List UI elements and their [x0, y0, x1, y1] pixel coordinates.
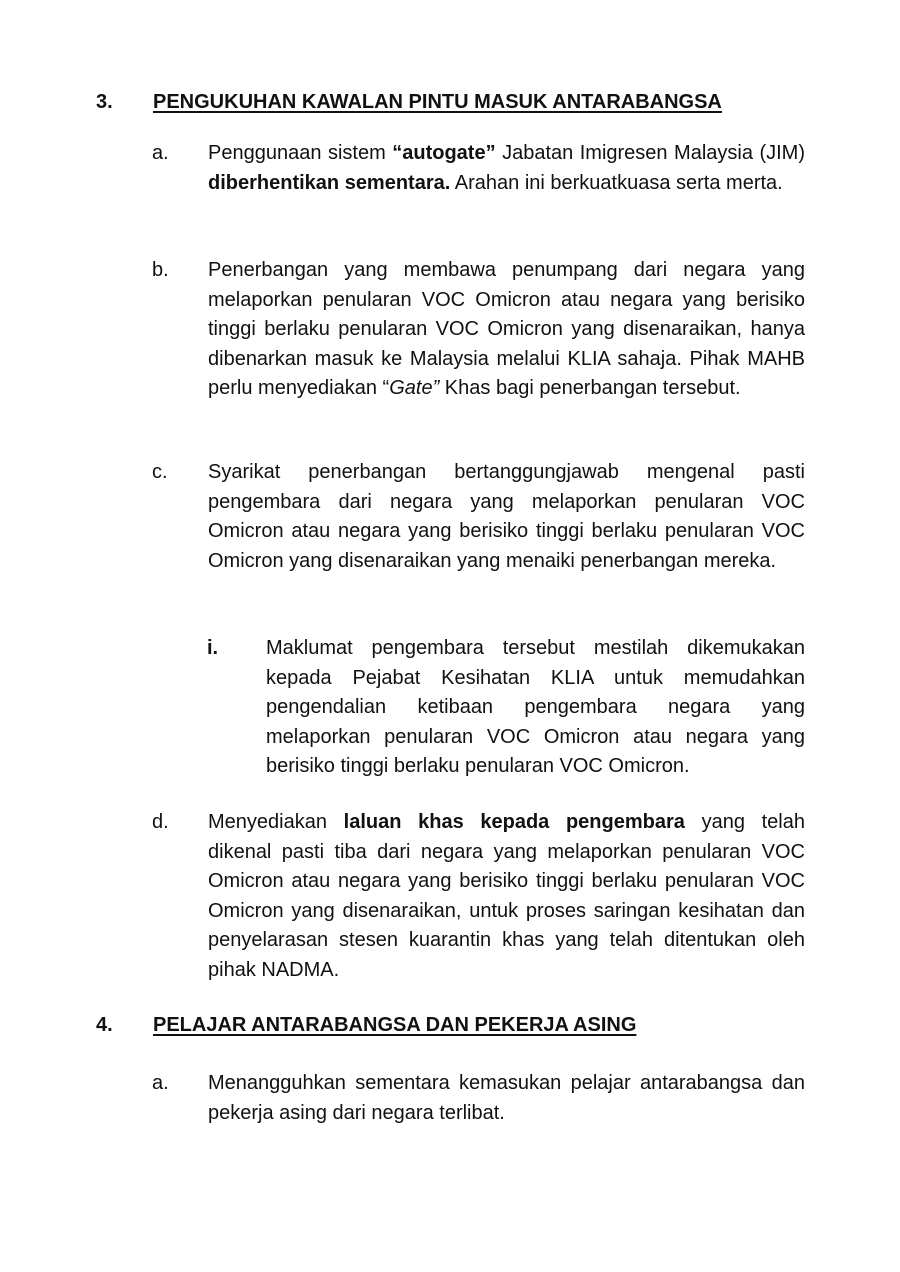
text-run-bold: “autogate” — [392, 142, 496, 164]
item-text — [208, 139, 805, 198]
item-marker: a. — [152, 142, 169, 164]
text-run: Arahan ini berkuatkuasa serta merta. — [450, 171, 783, 194]
subitem-marker: i. — [207, 637, 219, 659]
text-run-bold: diberhentikan sementara. — [208, 171, 451, 194]
subitem-text: Maklumat pengembara tersebut mestilah dikemukakan kepada Pejabat Kesihatan KLIA untuk memudahkan pengendalian ketibaan pengembara negara yang melaporkan penularan VOC Omicron atau negara yang berisiko tinggi berlaku penularan VOC Omicron. — [266, 637, 805, 777]
text-run: Penerbangan yang membawa penumpang dari negara yang melaporkan penularan VOC Omicron atau negara yang berisiko tinggi berlaku penularan VOC Omicron yang disenaraikan, hanya dibenarkan masuk ke Malaysia melalui KLIA sahaja. Pihak MAHB perlu menyediakan “ — [208, 259, 805, 399]
item-text: Syarikat penerbangan bertanggungjawab mengenal pasti pengembara dari negara yang melaporkan penularan VOC Omicron atau negara yang berisiko tinggi berlaku penularan VOC Omicron yang disenaraikan yang menaiki penerbangan mereka. — [208, 461, 805, 572]
item-marker: c. — [152, 461, 168, 483]
section-3-item-c-sub-i — [207, 634, 805, 782]
text-run-bold: laluan khas kepada pengembara — [343, 811, 685, 833]
section-3-item-a — [152, 139, 805, 198]
item-marker: a. — [152, 1072, 169, 1094]
item-text — [208, 808, 805, 985]
section-4-item-a — [152, 1069, 805, 1128]
section-4-number: 4. — [96, 1014, 113, 1036]
text-run: yang telah dikenal pasti tiba dari negara yang melaporkan penularan VOC Omicron atau negara yang berisiko tinggi berlaku penularan VOC Omicron yang disenaraikan, untuk proses saringan kesihatan dan penyelarasan stesen kuarantin khas yang telah ditentukan oleh pihak NADMA. — [208, 811, 805, 981]
text-run: Jabatan Imigresen Malaysia (JIM) — [495, 142, 806, 164]
text-run: Khas bagi penerbangan tersebut. — [439, 377, 741, 399]
item-marker: d. — [152, 811, 169, 833]
text-run: Menyediakan — [208, 811, 344, 833]
item-text — [208, 256, 805, 404]
text-run-italic: Gate” — [389, 377, 440, 399]
section-3-item-c — [152, 458, 805, 576]
section-3-item-d — [152, 808, 805, 985]
section-3-item-b — [152, 256, 805, 404]
section-4-title: PELAJAR ANTARABANGSA DAN PEKERJA ASING — [153, 1014, 637, 1036]
text-run: Penggunaan sistem — [208, 142, 393, 164]
item-marker: b. — [152, 259, 169, 281]
item-text: Menangguhkan sementara kemasukan pelajar antarabangsa dan pekerja asing dari negara terlibat. — [208, 1072, 805, 1124]
section-3-title: PENGUKUHAN KAWALAN PINTU MASUK ANTARABANGSA — [153, 91, 722, 113]
section-3-number: 3. — [96, 91, 113, 113]
